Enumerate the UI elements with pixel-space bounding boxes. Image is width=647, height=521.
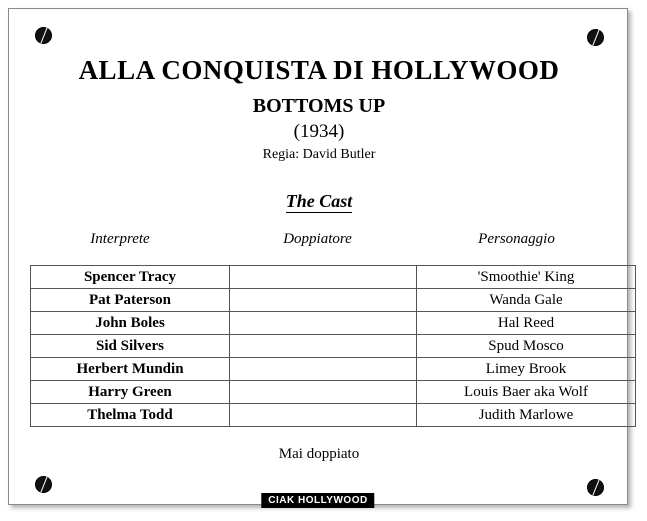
cast-section-heading-text: The Cast <box>285 191 353 211</box>
cell-interprete: Spencer Tracy <box>31 266 230 289</box>
cell-interprete: John Boles <box>31 312 230 335</box>
punch-hole-icon <box>35 476 52 493</box>
table-row <box>31 381 636 404</box>
table-row <box>31 404 636 427</box>
site-logo: CIAK HOLLYWOOD <box>261 493 374 508</box>
punch-hole-icon <box>587 479 604 496</box>
original-title: BOTTOMS UP <box>252 95 386 117</box>
cell-personaggio: Wanda Gale <box>417 289 636 312</box>
table-row <box>31 289 636 312</box>
column-header-doppiatore: Doppiatore <box>283 231 352 247</box>
table-row <box>31 312 636 335</box>
cell-personaggio: 'Smoothie' King <box>417 266 636 289</box>
document-page <box>8 8 628 505</box>
table-row <box>31 358 636 381</box>
page-title: ALLA CONQUISTA DI HOLLYWOOD <box>78 55 560 85</box>
table-row <box>31 335 636 358</box>
cell-doppiatore <box>230 381 417 404</box>
cast-section-heading <box>9 191 629 212</box>
cell-interprete: Sid Silvers <box>31 335 230 358</box>
column-header-personaggio: Personaggio <box>478 231 555 247</box>
cast-table <box>30 265 636 427</box>
cell-personaggio: Judith Marlowe <box>417 404 636 427</box>
cell-interprete: Pat Paterson <box>31 289 230 312</box>
cell-personaggio: Spud Mosco <box>417 335 636 358</box>
cell-personaggio: Limey Brook <box>417 358 636 381</box>
cell-doppiatore <box>230 312 417 335</box>
cell-personaggio: Hal Reed <box>417 312 636 335</box>
cell-interprete: Herbert Mundin <box>31 358 230 381</box>
cast-column-headers <box>20 231 618 248</box>
cell-doppiatore <box>230 266 417 289</box>
cell-interprete: Thelma Todd <box>31 404 230 427</box>
cell-doppiatore <box>230 335 417 358</box>
cell-doppiatore <box>230 289 417 312</box>
director-credit: Regia: David Butler <box>262 147 376 162</box>
column-header-interprete: Interprete <box>90 231 150 247</box>
dubbing-note: Mai doppiato <box>278 446 360 462</box>
cell-doppiatore <box>230 404 417 427</box>
cell-personaggio: Louis Baer aka Wolf <box>417 381 636 404</box>
punch-hole-icon <box>587 29 604 46</box>
cell-doppiatore <box>230 358 417 381</box>
cell-interprete: Harry Green <box>31 381 230 404</box>
release-year: (1934) <box>293 121 345 142</box>
table-row <box>31 266 636 289</box>
punch-hole-icon <box>35 27 52 44</box>
